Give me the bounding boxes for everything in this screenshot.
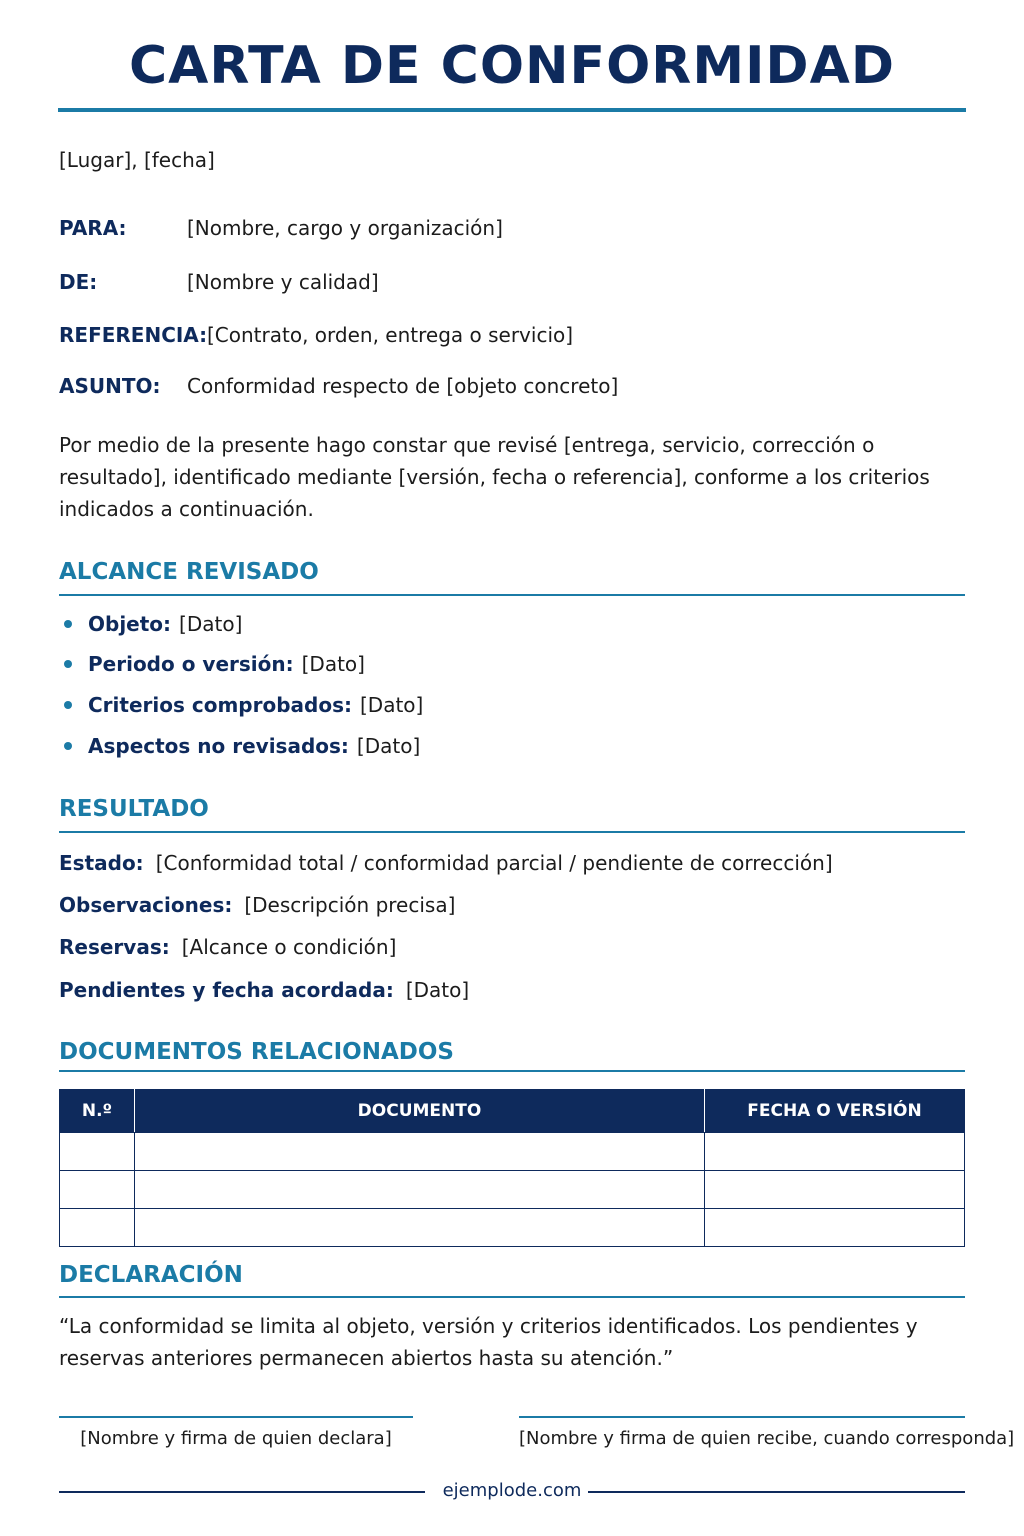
intro-paragraph: Por medio de la presente hago constar que revisé [entrega, servicio, corrección o resultado], identificado mediante [versión, fecha o referencia], conforme a los criterios indicados a continuación. [59, 433, 930, 521]
de-label: DE: [59, 270, 98, 294]
table-cell[interactable] [705, 1171, 965, 1209]
table-row [60, 1209, 965, 1247]
column-header-document: DOCUMENTO [135, 1090, 705, 1133]
result-row [59, 851, 833, 875]
table-cell[interactable] [135, 1209, 705, 1247]
signature-line-right [519, 1416, 965, 1418]
referencia-value: [Contrato, orden, entrega o servicio] [207, 323, 574, 347]
result-row [59, 893, 455, 917]
scope-item-label: Periodo o versión: [88, 652, 294, 676]
signature-label-right: [Nombre y firma de quien recibe, cuando corresponda] [519, 1428, 1015, 1449]
list-item [64, 693, 423, 717]
table-cell[interactable] [60, 1209, 135, 1247]
result-value: [Dato] [405, 978, 470, 1002]
result-label: Reservas: [59, 935, 170, 959]
place-date: [Lugar], [fecha] [59, 148, 215, 172]
asunto-value: Conformidad respecto de [objeto concreto] [187, 374, 619, 398]
documents-table [59, 1089, 965, 1247]
scope-item-value: [Dato] [359, 693, 424, 717]
list-item [64, 652, 365, 676]
table-cell[interactable] [705, 1133, 965, 1171]
table-cell[interactable] [60, 1171, 135, 1209]
document-title: CARTA DE CONFORMIDAD [128, 36, 895, 96]
scope-heading: ALCANCE REVISADO [59, 559, 319, 585]
signature-label-left: [Nombre y firma de quien declara] [80, 1428, 392, 1449]
signature-line-left [59, 1416, 413, 1418]
scope-item-value: [Dato] [179, 612, 243, 636]
result-label: Estado: [59, 851, 144, 875]
table-cell[interactable] [705, 1209, 965, 1247]
documents-heading: DOCUMENTOS RELACIONADOS [59, 1039, 454, 1065]
scope-item-value: [Dato] [356, 734, 421, 758]
result-label: Pendientes y fecha acordada: [59, 978, 394, 1002]
table-cell[interactable] [135, 1171, 705, 1209]
result-row [59, 978, 469, 1002]
result-divider [59, 831, 965, 833]
de-value: [Nombre y calidad] [187, 270, 379, 294]
result-row [59, 935, 396, 959]
scope-item-label: Aspectos no revisados: [88, 734, 349, 758]
table-header-row [60, 1090, 965, 1133]
asunto-label: ASUNTO: [59, 374, 161, 398]
column-header-date-version: FECHA O VERSIÓN [705, 1090, 965, 1133]
scope-item-label: Criterios comprobados: [88, 693, 352, 717]
title-divider [58, 108, 966, 112]
declaration-heading: DECLARACIÓN [59, 1262, 243, 1288]
referencia-label: REFERENCIA: [59, 323, 208, 347]
bullet-icon [64, 742, 72, 750]
footer-website: ejemplode.com [442, 1480, 582, 1501]
result-value: [Conformidad total / conformidad parcial / pendiente de corrección] [155, 851, 833, 875]
table-row [60, 1171, 965, 1209]
bullet-icon [64, 620, 72, 628]
result-label: Observaciones: [59, 893, 233, 917]
documents-divider [59, 1070, 965, 1072]
list-item [64, 734, 420, 758]
table-cell[interactable] [135, 1133, 705, 1171]
bullet-icon [64, 701, 72, 709]
footer-line-right [588, 1491, 965, 1493]
bullet-icon [64, 660, 72, 668]
declaration-divider [59, 1296, 965, 1298]
scope-divider [59, 594, 965, 596]
scope-item-label: Objeto: [88, 612, 172, 636]
scope-item-value: [Dato] [301, 652, 365, 676]
para-label: PARA: [59, 216, 127, 240]
table-cell[interactable] [60, 1133, 135, 1171]
result-value: [Alcance o condición] [181, 935, 397, 959]
column-header-number: N.º [60, 1090, 135, 1133]
result-heading: RESULTADO [59, 796, 209, 822]
declaration-text: “La conformidad se limita al objeto, versión y criterios identificados. Los pendientes y reservas anteriores permanecen abiertos hasta su atención.” [59, 1314, 918, 1370]
list-item [64, 612, 242, 636]
para-value: [Nombre, cargo y organización] [187, 216, 503, 240]
table-row [60, 1133, 965, 1171]
result-value: [Descripción precisa] [244, 893, 456, 917]
